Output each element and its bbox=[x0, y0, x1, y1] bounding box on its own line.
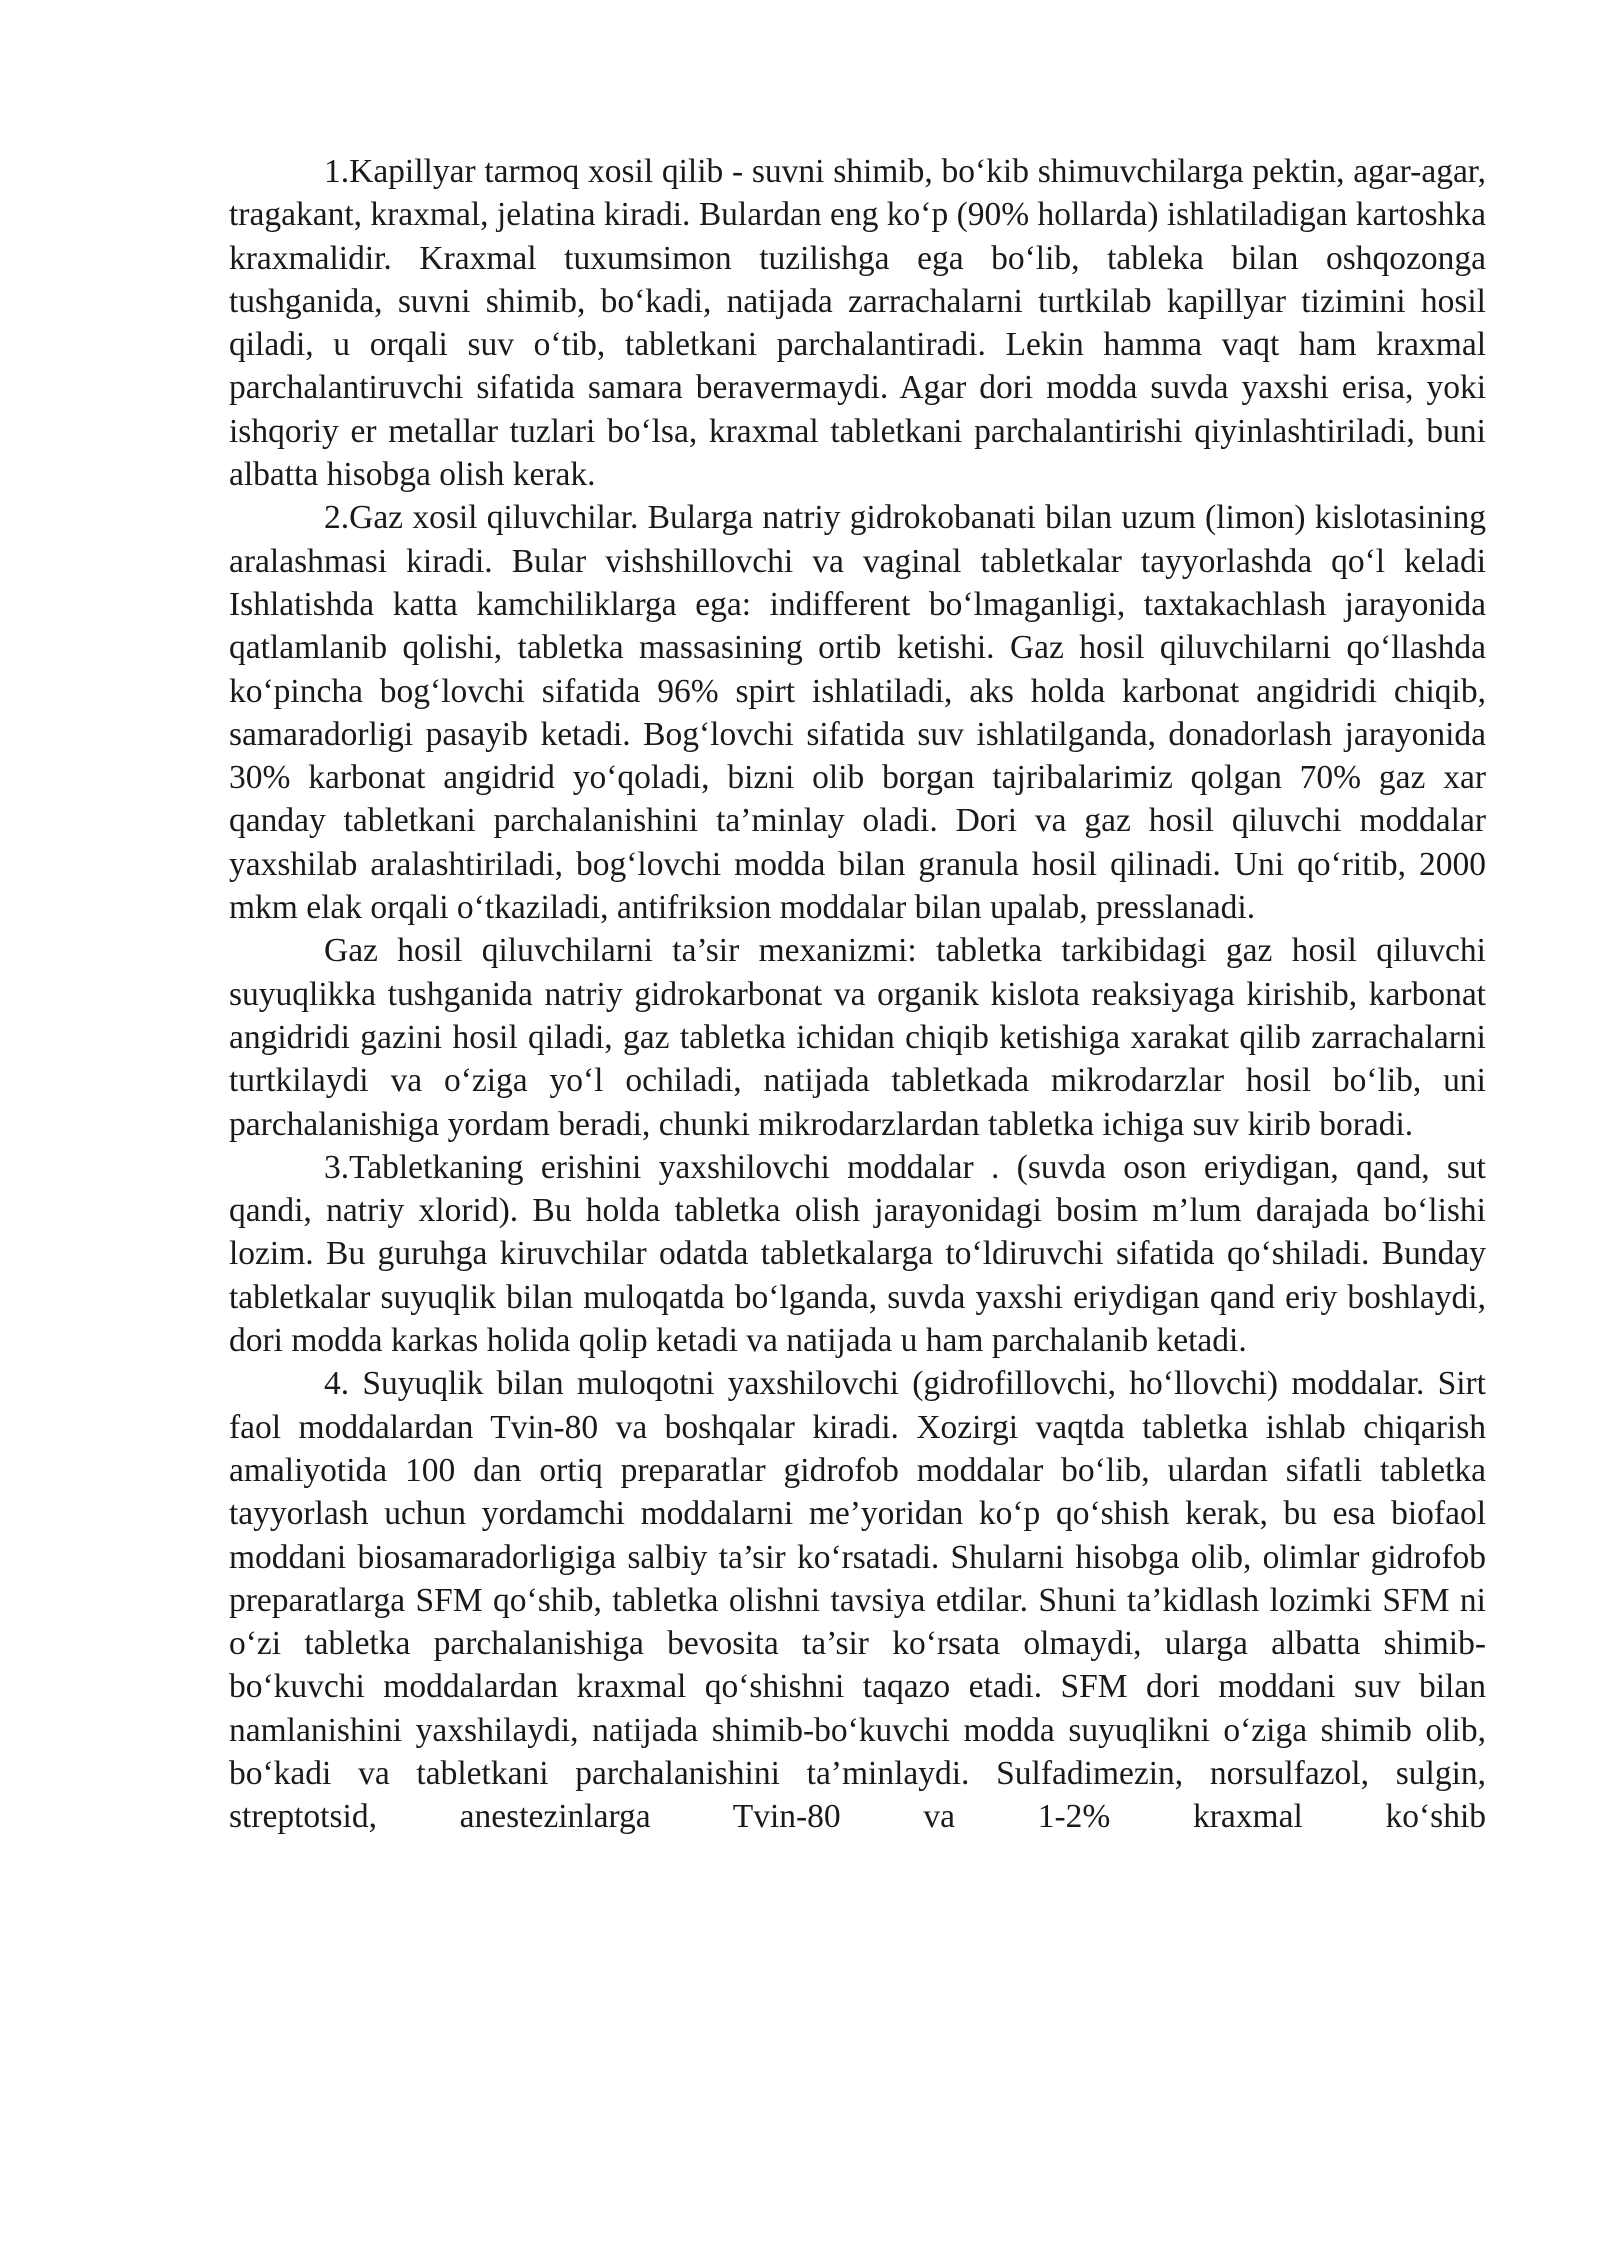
paragraph-gas-mechanism: Gaz hosil qiluvchilarni ta’sir mexanizmi: tabletka tarkibidagi gaz hosil qiluvchi suyuqlikka tushganida natriy gidrokarbonat va organik kislota reaksiyaga kirishib, karbonat angidridi gazini hosil qiladi, gaz tabletka ichidan chiqib ketishiga xarakat qilib zarrachalarni turtkilaydi va o‘ziga yo‘l ochiladi, natijada tabletkada mikrodarzlar hosil bo‘lib, uni parchalanishiga yordam beradi, chunki mikrodarzlardan tabletka ichiga suv kirib boradi. bbox=[229, 932, 1486, 1143]
paragraph-capillary-disintegrants: 1.Kapillyar tarmoq xosil qilib - suvni shimib, bo‘kib shimuvchilarga pektin, agar-agar, tragakant, kraxmal, jelatina kiradi. Bulardan eng ko‘p (90% hollarda) ishlatiladigan kartoshka kraxmalidir. Kraxmal tuxumsimon tuzilishga ega bo‘lib, tableka bilan oshqozonga tushganida, suvni shimib, bo‘kadi, natijada zarrachalarni turtkilab kapillyar tizimini hosil qiladi, u orqali suv o‘tib, tabletkani parchalantiradi. Lekin hamma vaqt ham kraxmal parchalantiruvchi sifatida samara beravermaydi. Agar dori modda suvda yaxshi erisa, yoki ishqoriy er metallar tuzlari bo‘lsa, kraxmal tabletkani parchalantirishi qiyinlashtiriladi, buni albatta hisobga olish kerak. bbox=[229, 153, 1486, 494]
paragraph-gas-forming-agents: 2.Gaz xosil qiluvchilar. Bularga natriy gidrokobanati bilan uzum (limon) kislotasining aralashmasi kiradi. Bular vishshillovchi va vaginal tabletkalar tayyorlashda qo‘l keladi Ishlatishda katta kamchiliklarga ega: indifferent bo‘lmaganligi, taxtakachlash jarayonida qatlamlanib qolishi, tabletka massasining ortib ketishi. Gaz hosil qiluvchilarni qo‘llashda ko‘pincha bog‘lovchi sifatida 96% spirt ishlatiladi, aks holda karbonat angidridi chiqib, samaradorligi pasayib ketadi. Bog‘lovchi sifatida suv ishlatilganda, donadorlash jarayonida 30% karbonat angidrid yo‘qoladi, bizni olib borgan tajribalarimiz qolgan 70% gaz xar qanday tabletkani parchalanishini ta’minlay oladi. Dori va gaz hosil qiluvchi moddalar yaxshilab aralashtiriladi, bog‘lovchi modda bilan granula hosil qilinadi. Uni qo‘ritib, 2000 mkm elak orqali o‘tkaziladi, antifriksion moddalar bilan upalab, presslanadi. bbox=[229, 499, 1486, 927]
paragraph-wetting-agents: 4. Suyuqlik bilan muloqotni yaxshilovchi (gidrofillovchi, ho‘llovchi) moddalar. Sirt faol moddalardan Tvin-80 va boshqalar kiradi. Xozirgi vaqtda tabletka ishlab chiqarish amaliyotida 100 dan ortiq preparatlar gidrofob moddalar bo‘lib, ulardan sifatli tabletka tayyorlash uchun yordamchi moddalarni me’yoridan ko‘p qo‘shish kerak, bu esa biofaol moddani biosamaradorligiga salbiy ta’sir ko‘rsatadi. Shularni hisobga olib, olimlar gidrofob preparatlarga SFM qo‘shib, tabletka olishni tavsiya etdilar. Shuni ta’kidlash lozimki SFM ni o‘zi tabletka parchalanishiga bevosita ta’sir ko‘rsata olmaydi, ularga albatta shimib-bo‘kuvchi moddalardan kraxmal qo‘shishni taqazo etadi. SFM dori moddani suv bilan namlanishini yaxshilaydi, natijada shimib-bo‘kuvchi modda suyuqlikni o‘ziga shimib olib, bo‘kadi va tabletkani parchalanishini ta’minlaydi. Sulfadimezin, norsulfazol, sulgin, streptotsid, anestezinlarga Tvin-80 va 1-2% kraxmal ko‘shib bbox=[229, 1365, 1486, 1836]
paragraph-solubility-enhancers: 3.Tabletkaning erishini yaxshilovchi moddalar . (suvda oson eriydigan, qand, sut qandi, natriy xlorid). Bu holda tabletka olish jarayonidagi bosim m’lum darajada bo‘lishi lozim. Bu guruhga kiruvchilar odatda tabletkalarga to‘ldiruvchi sifatida qo‘shiladi. Bunday tabletkalar suyuqlik bilan muloqatda bo‘lganda, suvda yaxshi eriydigan qand eriy boshlaydi, dori modda karkas holida qolip ketadi va natijada u ham parchalanib ketadi. bbox=[229, 1148, 1486, 1360]
document-page bbox=[229, 150, 1486, 1839]
